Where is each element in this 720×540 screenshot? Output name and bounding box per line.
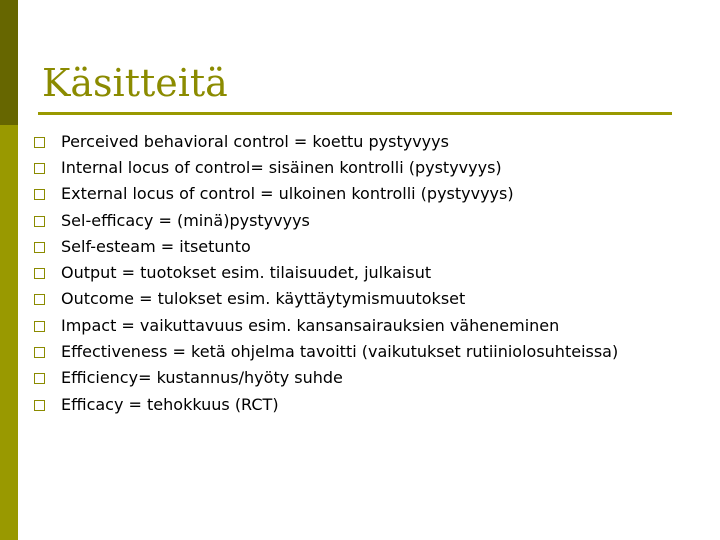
bullet-text: Self-esteam = itsetunto [61, 236, 251, 256]
hollow-square-bullet-icon [34, 347, 45, 358]
bullet-text: Internal locus of control= sisäinen kontrolli (pystyvyys) [61, 157, 502, 177]
bullet-text: Efficiency= kustannus/hyöty suhde [61, 368, 343, 388]
hollow-square-bullet-icon [34, 163, 45, 174]
bullet-text: External locus of control = ulkoinen kontrolli (pystyvyys) [61, 184, 514, 204]
list-item [34, 181, 714, 207]
bullet-text: Outcome = tulokset esim. käyttäytymismuutokset [61, 289, 466, 309]
hollow-square-bullet-icon [34, 216, 45, 227]
list-item [34, 259, 714, 285]
bullet-text: Efficacy = tehokkuus (RCT) [61, 394, 279, 414]
left-accent-bar-top [0, 0, 18, 125]
list-item [34, 286, 714, 312]
bullet-text: Sel-efficacy = (minä)pystyvyys [61, 210, 310, 230]
slide-title: Käsitteitä [42, 61, 228, 105]
list-item [34, 312, 714, 338]
list-item [34, 338, 714, 364]
hollow-square-bullet-icon [34, 373, 45, 384]
hollow-square-bullet-icon [34, 189, 45, 200]
hollow-square-bullet-icon [34, 137, 45, 148]
bullet-text: Output = tuotokset esim. tilaisuudet, julkaisut [61, 263, 432, 283]
hollow-square-bullet-icon [34, 321, 45, 332]
hollow-square-bullet-icon [34, 268, 45, 279]
title-underline [38, 112, 672, 115]
hollow-square-bullet-icon [34, 294, 45, 305]
bullet-text: Impact = vaikuttavuus esim. kansansairauksien väheneminen [61, 315, 560, 335]
hollow-square-bullet-icon [34, 400, 45, 411]
bullet-text: Perceived behavioral control = koettu pystyvyys [61, 131, 449, 151]
list-item [34, 128, 714, 154]
bullet-text: Effectiveness = ketä ohjelma tavoitti (vaikutukset rutiiniolosuhteissa) [61, 342, 619, 362]
list-item [34, 233, 714, 259]
list-item [34, 207, 714, 233]
list-item [34, 154, 714, 180]
bullet-list [34, 128, 714, 417]
list-item [34, 365, 714, 391]
hollow-square-bullet-icon [34, 242, 45, 253]
list-item [34, 391, 714, 417]
